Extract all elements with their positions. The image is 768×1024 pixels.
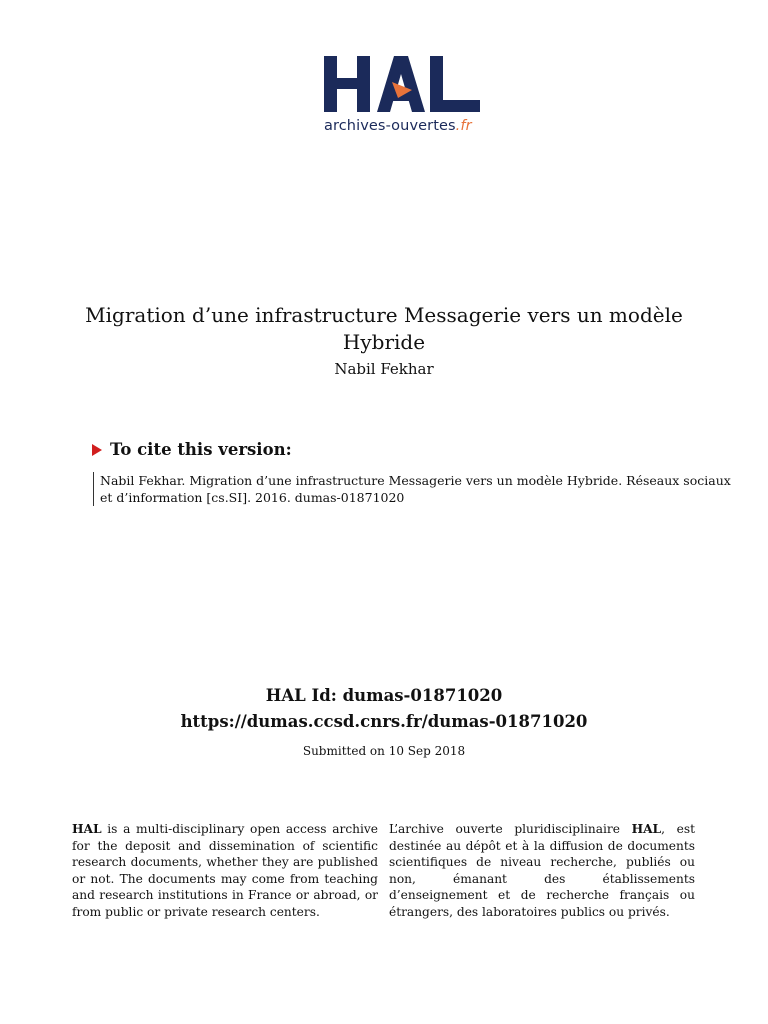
logo-subtitle <box>324 118 472 134</box>
hal-id: HAL Id: dumas-01871020 <box>265 686 503 705</box>
notice-fr-bold: HAL <box>631 822 662 836</box>
notice-fr-after: , est destinée au dépôt et à la diffusion de documents scientifiques de niveau recherche, publiés ou non, émanant des établissements d’enseignement et de recherche français ou étrangers, des laboratoires publics ou privés. <box>389 822 695 919</box>
document-title: Migration d’une infrastructure Messagerie vers un modèle Hybride <box>85 303 683 354</box>
hal-logo <box>322 54 492 144</box>
citation-text: Nabil Fekhar. Migration d’une infrastructure Messagerie vers un modèle Hybride. Réseaux sociaux et d’information [cs.SI]. 2016. dumas-01871020 <box>93 472 736 506</box>
author-name: Nabil Fekhar <box>334 360 434 378</box>
notice-french <box>389 821 695 921</box>
submission-date: Submitted on 10 Sep 2018 <box>302 744 466 758</box>
notice-en-text: is a multi-disciplinary open access archive for the deposit and dissemination of scientific research documents, whether they are published or not. The documents may come from teaching and research institutions in France or abroad, or from public or private research centers. <box>72 822 378 919</box>
cite-heading-label: To cite this version: <box>110 440 292 459</box>
notice-en-bold: HAL <box>72 822 102 836</box>
logo-subtitle-main: archives-ouvertes <box>324 118 456 134</box>
triangle-arrow-icon <box>92 444 102 456</box>
notice-fr-before: L’archive ouverte pluridisciplinaire <box>389 822 632 836</box>
notice-english <box>72 821 378 921</box>
logo-subtitle-suffix: .fr <box>455 118 472 134</box>
hal-url-link[interactable]: https://dumas.ccsd.cnrs.fr/dumas-01871020 <box>180 712 588 731</box>
cite-heading <box>92 440 292 459</box>
hal-logo-icon <box>322 54 484 116</box>
